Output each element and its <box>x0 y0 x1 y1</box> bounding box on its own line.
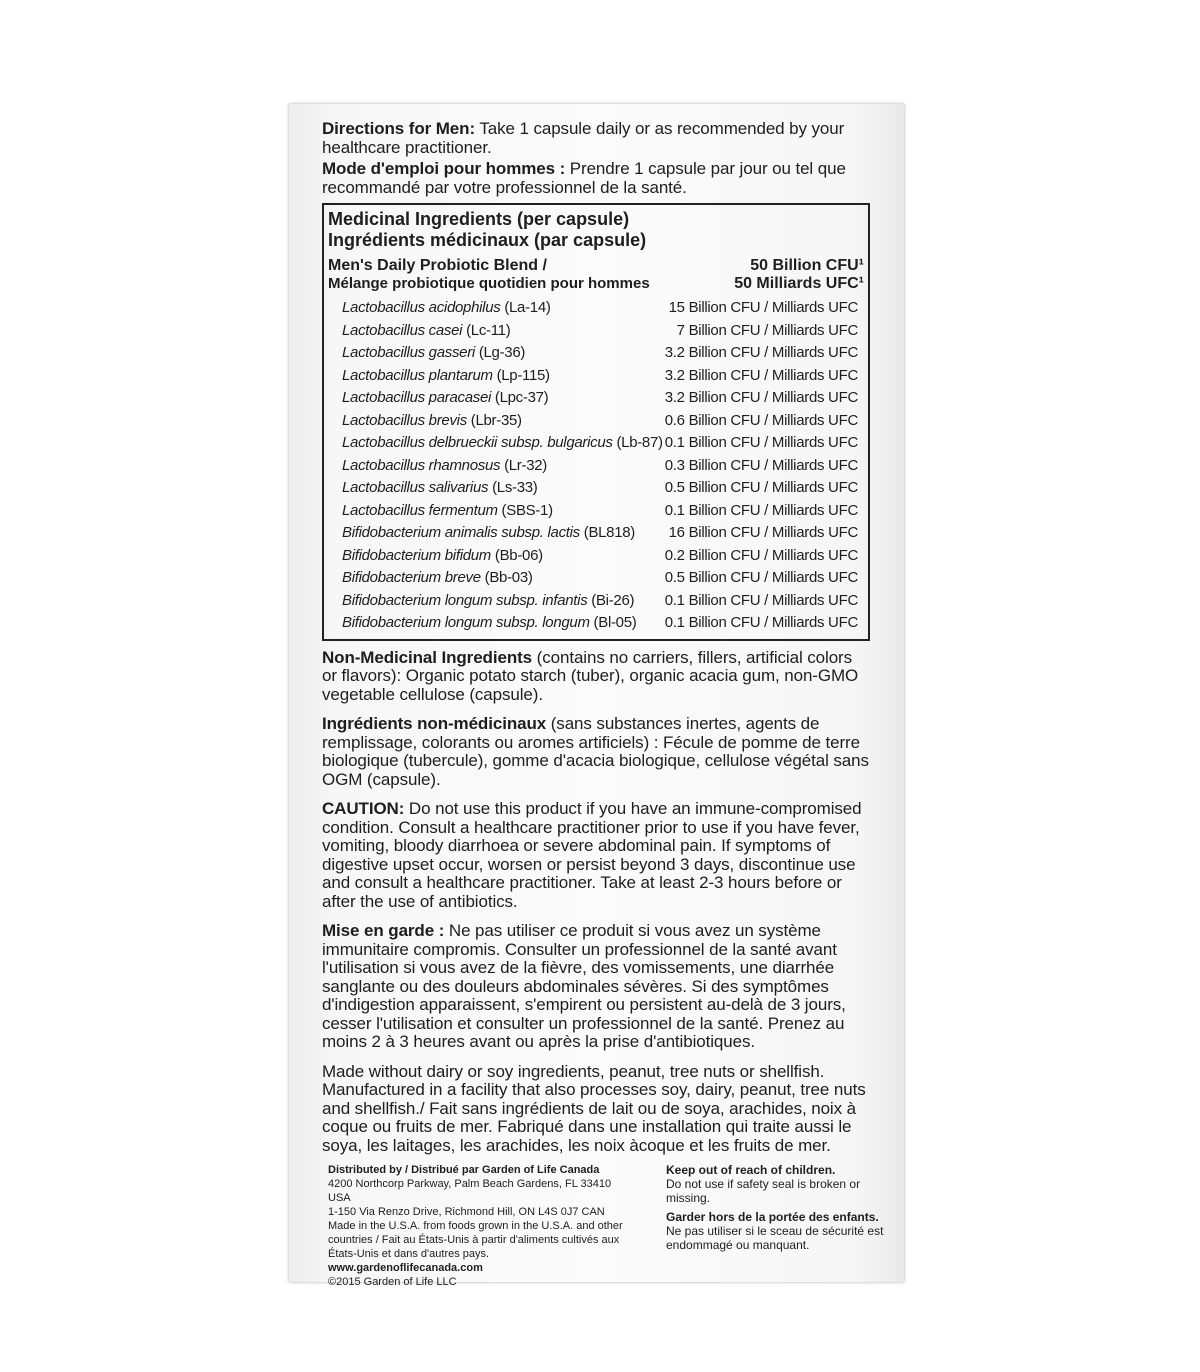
caution-fr-label: Mise en garde : <box>322 921 445 940</box>
ingredient-strain: (Bb-03) <box>480 569 533 586</box>
ingredient-row <box>328 455 864 478</box>
ingredient-amount: 7 Billion CFU / Milliards UFC <box>676 321 858 339</box>
copyright: ©2015 Garden of Life LLC <box>328 1276 457 1288</box>
caution-fr <box>322 922 870 1052</box>
non-medicinal-en-label: Non-Medicinal Ingredients <box>322 647 533 667</box>
ingredient-strain: (Lg-36) <box>474 344 526 361</box>
ingredient-amount: 0.1 Billion CFU / Milliards UFC <box>664 591 858 609</box>
ingredient-species: Lactobacillus casei <box>342 321 463 339</box>
ingredient-strain: (Bb-06) <box>491 546 543 564</box>
ingredient-row <box>328 612 864 635</box>
blend-amount-fr: 50 Milliards UFC¹ <box>734 275 864 292</box>
made-in-statement <box>328 1219 633 1275</box>
ingredient-amount: 3.2 Billion CFU / Milliards UFC <box>664 344 858 361</box>
child-safety <box>666 1163 888 1289</box>
ingredient-amount: 0.6 Billion CFU / Milliards UFC <box>664 411 858 429</box>
ingredient-strain: (BL818) <box>579 524 636 541</box>
ingredient-amount: 0.3 Billion CFU / Milliards UFC <box>664 456 858 474</box>
ingredient-amount: 16 Billion CFU / Milliards UFC <box>668 524 858 541</box>
non-medicinal-en <box>322 649 870 705</box>
ingredient-name <box>342 612 636 635</box>
directions-en <box>322 120 870 157</box>
ingredient-row <box>328 545 864 568</box>
non-medicinal-fr-text: (sans substances inertes, agents de remplissage, colorants ou aromes artificiels) : Fécule de pomme de terre biologique (tubercule), gomme d'acacia biologique, cellulose végétal sans OGM (capsule). <box>322 714 869 789</box>
address-ca: 1-150 Via Renzo Drive, Richmond Hill, ON L4S 0J7 CAN <box>328 1206 605 1218</box>
ingredient-row <box>328 387 864 410</box>
ingredient-strain: (Bl-05) <box>589 614 637 631</box>
ingredient-name <box>342 320 510 343</box>
ingredient-row <box>328 477 864 500</box>
blend-row <box>328 257 864 293</box>
ingredient-row <box>328 500 864 523</box>
seal-warning-fr: Ne pas utiliser si le sceau de sécurité est endommagé ou manquant. <box>666 1224 884 1252</box>
caution-en-label: CAUTION: <box>322 799 405 818</box>
ingredient-strain: (Bi-26) <box>587 591 635 609</box>
ingredient-strain: (SBS-1) <box>497 501 553 519</box>
ingredient-rows <box>328 297 864 635</box>
ingredient-row <box>328 342 864 365</box>
ingredient-row <box>328 320 864 343</box>
ingredient-name <box>342 500 553 523</box>
ingredients-table <box>322 203 870 641</box>
ingredient-name <box>342 365 550 388</box>
ingredient-name <box>342 297 551 320</box>
allergen-statement: Made without dairy or soy ingredients, peanut, tree nuts or shellfish. Manufactured in a facility that also processes soy, dairy, peanut, tree nuts and shellfish./ Fait sans ingrédients de lait ou de soya, arachides, noix à coque ou fruits de mer. Fabriqué dans une installation qui traite aussi le soya, les laitages, les arachides, les noix àcoque et les fruits de mer. <box>322 1061 866 1155</box>
ingredient-species: Lactobacillus brevis <box>342 411 467 429</box>
ingredient-strain: (Ls-33) <box>488 479 538 496</box>
footer <box>328 1163 888 1289</box>
ingredient-name <box>342 455 547 478</box>
ingredient-row <box>328 522 864 545</box>
ingredient-species: Bifidobacterium longum subsp. longum <box>342 614 590 631</box>
ingredient-row <box>328 590 864 613</box>
ingredient-row <box>328 432 864 455</box>
ingredient-name <box>342 545 543 568</box>
ingredient-strain: (Lr-32) <box>500 456 547 474</box>
table-title-en: Medicinal Ingredients (per capsule) <box>328 209 630 229</box>
label-content <box>322 120 870 1155</box>
blend-name-en: Men's Daily Probiotic Blend / <box>328 257 547 274</box>
ingredient-species: Bifidobacterium longum subsp. infantis <box>342 591 588 609</box>
ingredient-name <box>342 477 538 500</box>
blend-name-fr: Mélange probiotique quotidien pour hommes <box>328 275 650 292</box>
table-title-fr: Ingrédients médicinaux (par capsule) <box>328 230 647 250</box>
ingredient-amount: 3.2 Billion CFU / Milliards UFC <box>664 366 858 384</box>
ingredient-species: Lactobacillus fermentum <box>342 501 498 519</box>
directions-fr <box>322 160 870 197</box>
ingredient-name <box>342 342 525 365</box>
non-medicinal-en-text: (contains no carriers, fillers, artificial colors or flavors): Organic potato starch (tuber), organic acacia gum, non-GMO vegetable cellulose (capsule). <box>322 647 859 704</box>
ingredient-species: Lactobacillus gasseri <box>342 344 475 361</box>
caution-fr-text: Ne pas utiliser ce produit si vous avez un système immunitaire compromis. Consulter un professionnel de la santé avant l'utilisation si vous avez de la fièvre, des vomissements, une diarrhée sanglante ou des douleurs abdominales sévères. Si des symptômes d'indigestion apparaissent, s'empirent ou persistent au-delà de 3 jours, cesser l'utilisation et consulter un professionnel de la santé. Prenez au moins 2 à 3 heures avant ou après la prise d'antibiotiques. <box>322 921 846 1051</box>
blend-amount-en: 50 Billion CFU¹ <box>750 257 864 274</box>
ingredient-row <box>328 410 864 433</box>
ingredient-amount: 0.1 Billion CFU / Milliards UFC <box>664 434 858 451</box>
directions-fr-text: Prendre 1 capsule par jour ou tel que recommandé par votre professionnel de la santé. <box>322 159 846 197</box>
seal-warning-en: Do not use if safety seal is broken or missing. <box>666 1177 861 1205</box>
non-medicinal-fr-label: Ingrédients non-médicinaux <box>322 714 547 733</box>
ingredient-species: Lactobacillus salivarius <box>342 479 489 496</box>
non-medicinal-fr <box>322 715 870 789</box>
ingredient-name <box>342 567 533 590</box>
ingredient-amount: 0.5 Billion CFU / Milliards UFC <box>664 569 858 586</box>
address-us: 4200 Northcorp Parkway, Palm Beach Gardens, FL 33410 USA <box>328 1178 612 1204</box>
made-in-text: Made in the U.S.A. from foods grown in the U.S.A. and other countries / Fait au États-Unis à partir d'aliments cultivés aux États-Unis et dans d'autres pays. <box>328 1220 623 1260</box>
ingredient-strain: (Lp-115) <box>492 366 550 384</box>
ingredient-amount: 0.1 Billion CFU / Milliards UFC <box>664 614 858 631</box>
ingredient-strain: (Lb-87) <box>612 434 663 451</box>
keep-out-en: Keep out of reach of children. <box>666 1163 836 1177</box>
ingredient-species: Bifidobacterium bifidum <box>342 546 492 564</box>
ingredient-name <box>342 590 634 613</box>
distributor-label: Distributed by / Distribué par Garden of Life Canada <box>328 1164 600 1176</box>
distributor-info <box>328 1163 633 1289</box>
caution-en-text: Do not use this product if you have an immune-compromised condition. Consult a healthcare practitioner prior to use if you have fever, vomiting, bloody diarrhoea or severe abdominal pain. If symptoms of digestive upset occur, worsen or persist beyond 3 days, discontinue use and consult a healthcare practitioner. Take at least 2-3 hours before or after the use of antibiotics. <box>322 799 862 911</box>
ingredient-species: Bifidobacterium animalis subsp. lactis <box>342 524 580 541</box>
keep-out-fr: Garder hors de la portée des enfants. <box>666 1210 879 1224</box>
website-link[interactable]: www.gardenoflifecanada.com <box>328 1262 483 1274</box>
ingredient-name <box>342 410 522 433</box>
ingredient-name <box>342 432 663 455</box>
ingredient-row <box>328 365 864 388</box>
ingredient-amount: 0.2 Billion CFU / Milliards UFC <box>664 546 858 564</box>
ingredient-species: Lactobacillus delbrueckii subsp. bulgaricus <box>342 434 613 451</box>
ingredient-row <box>328 297 864 320</box>
caution-en <box>322 800 870 911</box>
ingredient-strain: (Lc-11) <box>462 321 511 339</box>
ingredient-species: Lactobacillus rhamnosus <box>342 456 501 474</box>
ingredient-species: Bifidobacterium breve <box>342 569 481 586</box>
ingredient-species: Lactobacillus acidophilus <box>342 299 501 316</box>
ingredient-amount: 15 Billion CFU / Milliards UFC <box>668 299 858 316</box>
ingredient-amount: 0.1 Billion CFU / Milliards UFC <box>664 501 858 519</box>
ingredient-name <box>342 387 548 410</box>
ingredient-amount: 0.5 Billion CFU / Milliards UFC <box>664 479 858 496</box>
ingredient-species: Lactobacillus paracasei <box>342 389 492 406</box>
directions-fr-label: Mode d'emploi pour hommes : <box>322 159 566 178</box>
ingredient-species: Lactobacillus plantarum <box>342 366 493 384</box>
ingredient-strain: (Lpc-37) <box>491 389 549 406</box>
directions-en-label: Directions for Men: <box>322 119 476 138</box>
ingredient-strain: (La-14) <box>500 299 551 316</box>
directions-en-text: Take 1 capsule daily or as recommended by your healthcare practitioner. <box>322 119 845 157</box>
ingredient-amount: 3.2 Billion CFU / Milliards UFC <box>664 389 858 406</box>
ingredient-strain: (Lbr-35) <box>466 411 522 429</box>
ingredient-name <box>342 522 635 545</box>
ingredient-row <box>328 567 864 590</box>
